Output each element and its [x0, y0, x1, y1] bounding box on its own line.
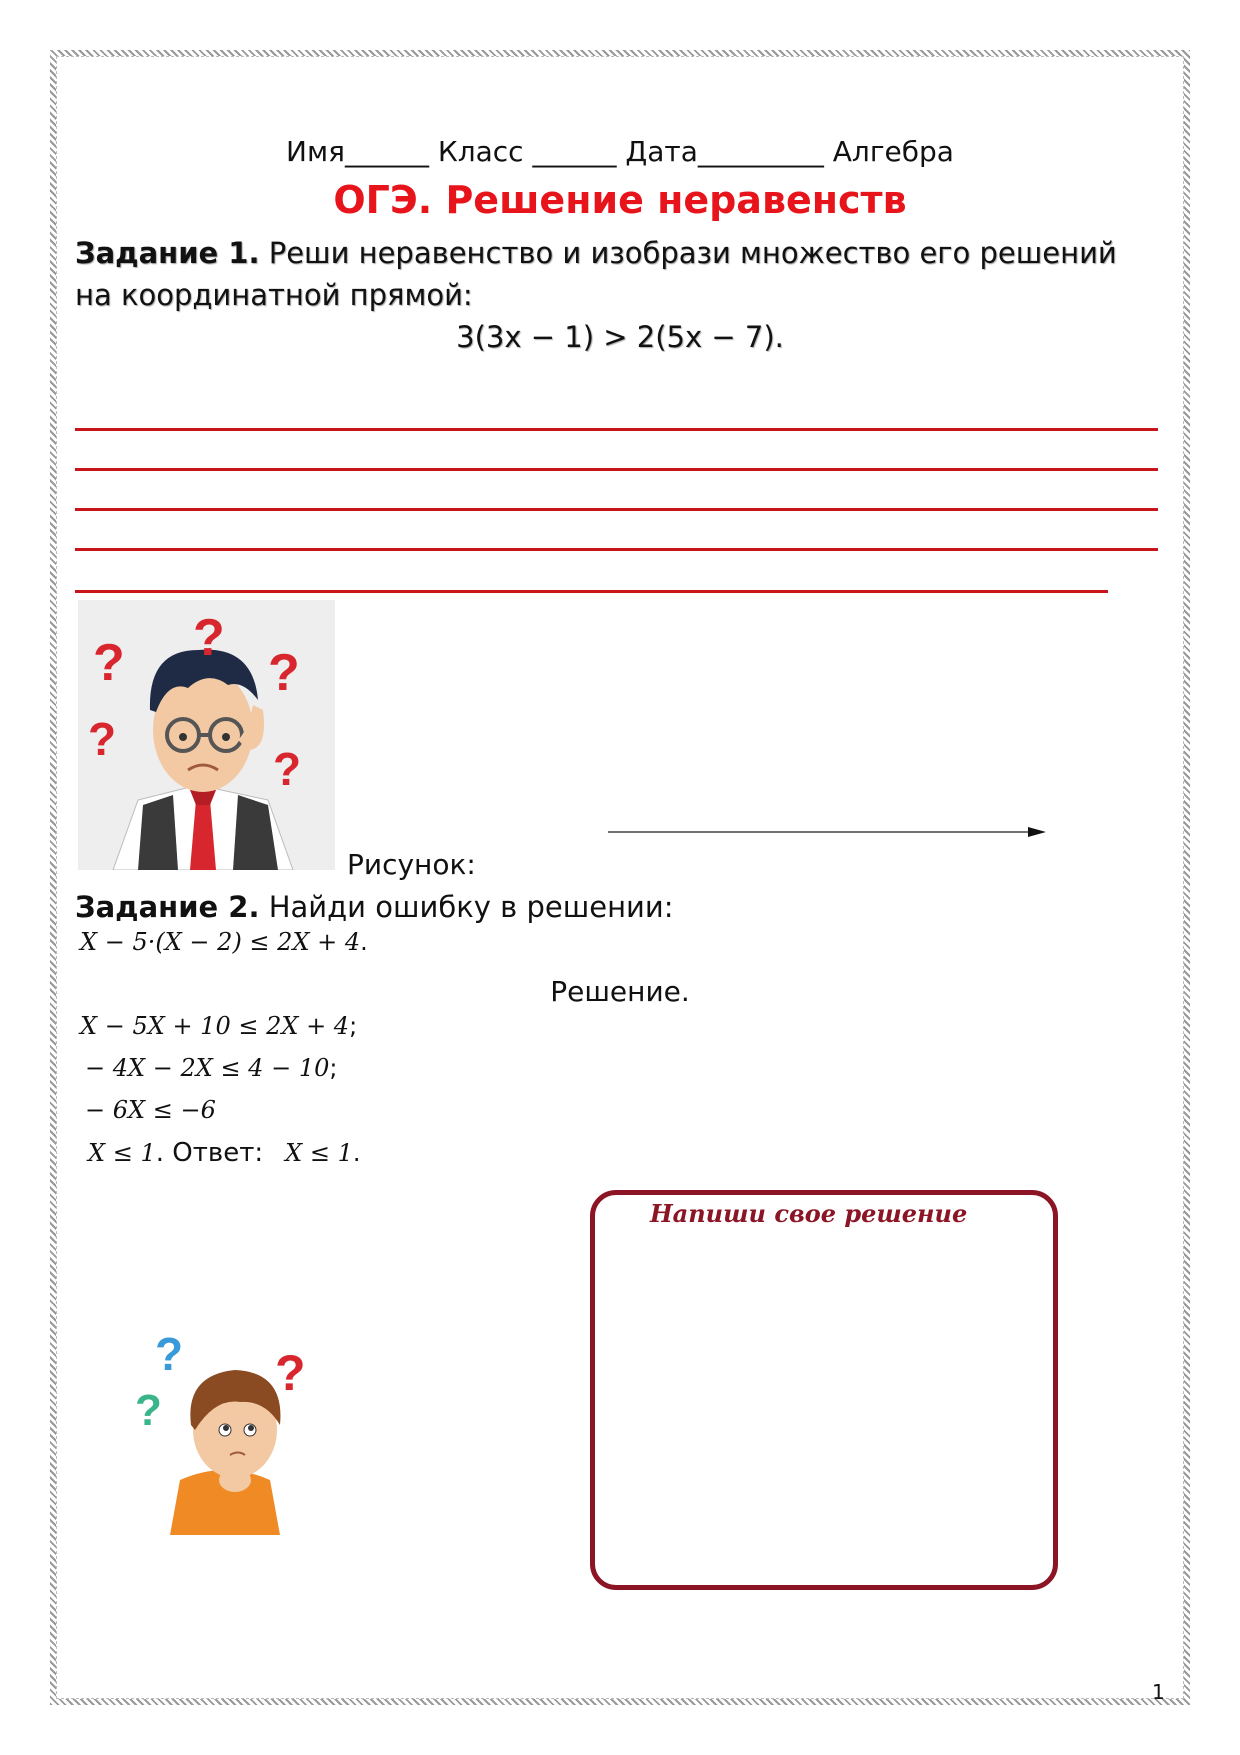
svg-text:?: ? — [93, 634, 125, 692]
answer-line-1 — [75, 428, 1158, 431]
answer-box-label: Напиши свое решение — [650, 1199, 968, 1228]
page-title: ОГЭ. Решение неравенств — [333, 178, 907, 222]
svg-text:?: ? — [88, 713, 117, 765]
task-1-text: Реши неравенство и изобрази множество его решений на координатной прямой: — [75, 236, 1117, 312]
given-expression: X − 5·(X − 2) ≤ 2X + 4 — [80, 928, 361, 956]
svg-text:?: ? — [155, 1330, 184, 1380]
svg-text:?: ? — [135, 1386, 162, 1435]
solution-step-3 — [85, 1096, 216, 1124]
svg-text:?: ? — [273, 743, 302, 795]
task-1 — [75, 232, 1155, 316]
svg-text:?: ? — [193, 609, 225, 667]
step-2-expression: − 4X − 2X ≤ 4 − 10 — [85, 1054, 330, 1082]
task-2-given — [80, 928, 368, 956]
svg-text:?: ? — [268, 644, 300, 702]
task-1-label: Задание 1. — [75, 236, 260, 270]
answer-line-3 — [75, 508, 1158, 511]
task-2-label: Задание 2. — [75, 890, 260, 924]
step-2-end: ; — [329, 1054, 338, 1082]
step-1-end: ; — [349, 1012, 358, 1040]
answer-line-4 — [75, 548, 1158, 551]
step-3-expression: − 6X ≤ −6 — [85, 1096, 216, 1124]
svg-text:?: ? — [275, 1345, 306, 1401]
step-1-expression: X − 5X + 10 ≤ 2X + 4 — [80, 1012, 350, 1040]
answer-box[interactable] — [590, 1190, 1058, 1590]
task-1-inequality: 3(3x − 1) > 2(5x − 7). — [456, 320, 784, 354]
solution-step-2 — [85, 1054, 337, 1082]
student-info-line: Имя______ Класс ______ Дата_________ Алгебра — [286, 135, 954, 168]
solution-step-1 — [80, 1012, 357, 1040]
answer-end: . — [352, 1139, 361, 1167]
task-2-text: Найди ошибку в решении: — [259, 890, 674, 924]
thinking-boy-illustration — [125, 1330, 325, 1535]
number-line — [608, 826, 1048, 838]
answer-expression: X ≤ 1 — [285, 1139, 353, 1167]
given-end: . — [360, 928, 368, 956]
final-expression: X ≤ 1 — [88, 1139, 156, 1167]
page-number: 1 — [1152, 1680, 1165, 1704]
figure-caption: Рисунок: — [347, 848, 476, 881]
confused-man-illustration — [78, 600, 335, 870]
answer-line-5 — [75, 590, 1108, 593]
task-2 — [75, 890, 674, 924]
answer-line-2 — [75, 468, 1158, 471]
solution-final — [88, 1138, 360, 1168]
solution-title: Решение. — [550, 975, 690, 1008]
answer-label: . Ответ: — [155, 1138, 264, 1168]
